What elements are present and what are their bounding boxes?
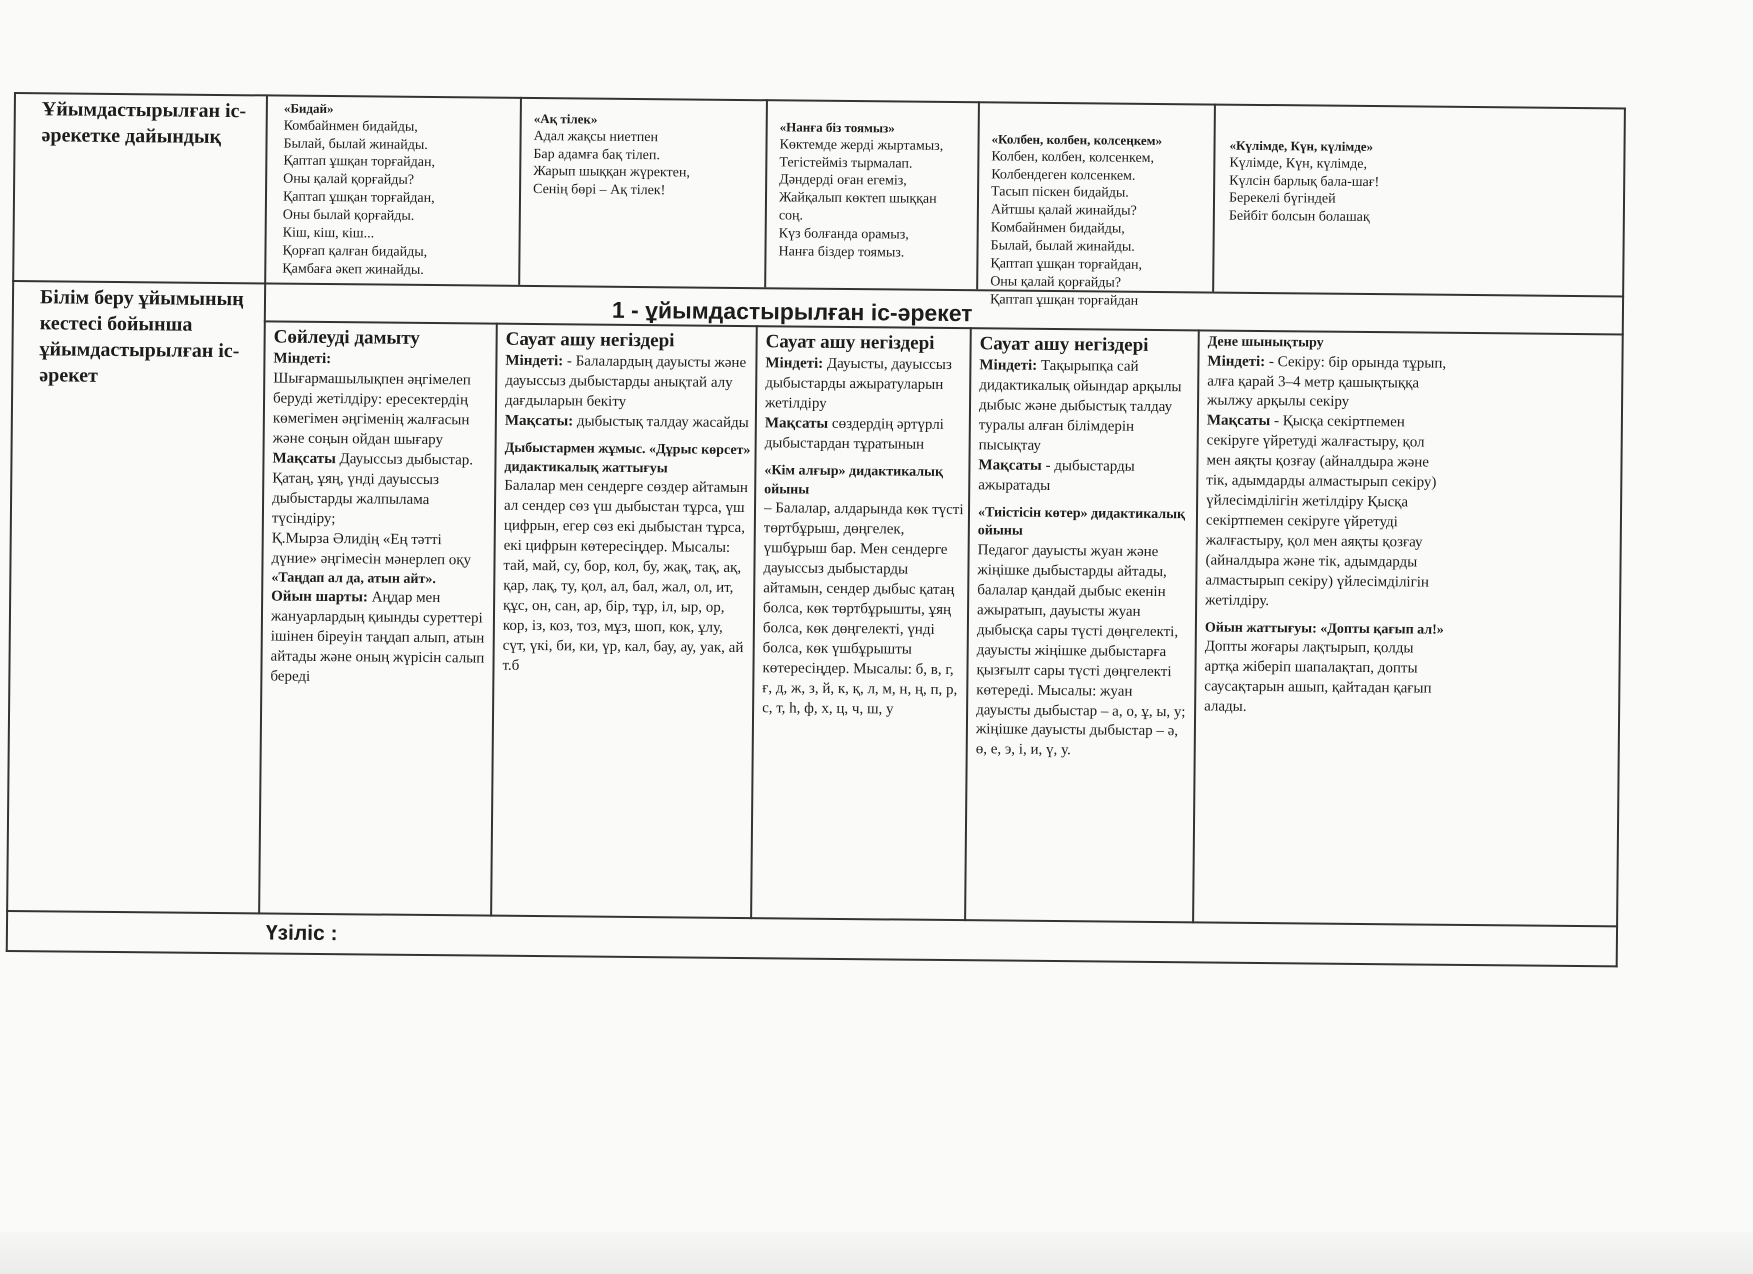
poem-line: Бейбіт болсын болашақ xyxy=(1228,209,1370,226)
poem-line: Оны былай қорғайды. xyxy=(282,207,415,225)
goal-label: Мақсаты xyxy=(978,457,1042,474)
poem-line: Кіш, кіш, кіш... xyxy=(282,225,375,242)
column-divider xyxy=(490,323,498,917)
poem-line: Жайқалып көктеп шыққан xyxy=(778,190,937,208)
task-label: Міндеті: xyxy=(765,355,824,373)
poem-line: Тасып піскен бидайды. xyxy=(991,184,1129,202)
poem-line: Бар адамға бақ тілеп. xyxy=(533,146,660,163)
poem-title: «Нанға біз тоямыз» xyxy=(779,119,895,136)
column-divider xyxy=(764,99,768,287)
goal-label: Мақсаты xyxy=(764,415,829,432)
poem-line: Сенің бөрі – Ақ тілек! xyxy=(533,182,666,199)
rule-text: Аңдар мен жануарлардың қиынды суреттері ішінен біреуін таңдап алып, атын айтады және оның жүрісін салып береді xyxy=(270,589,485,685)
goal-text: - Қысқа секіртпемен секіруге үйретуді жалғастыру, қол мен аяқты қозғау (айналдыра және тік, адымдарды алмастырып секіру) үйлесімділігін жетілдіру Қысқа секіртпемен секіруге үйретуді жалғастыру, қол мен аяқты қозғау (айналдыра және тік, адымдарды алмастырып секіру) үйлесімділігін жетілдіру. xyxy=(1205,413,1437,609)
poem-line: Адал жақсы ниетпен xyxy=(533,128,659,145)
poem-line: Дәндерді оған егеміз, xyxy=(779,172,907,190)
goal-text: дыбыстық талдау жасайды xyxy=(576,413,749,432)
poem-line: Қаптап ұшқан торғайдан, xyxy=(990,256,1143,273)
scan-edge xyxy=(0,1232,1753,1274)
task-text: Шығармашылықпен әңгімелеп беруді жетілдіру: ересектердің көмегімен әңгіменің жалғасын және соңын ойдан шығару xyxy=(272,370,471,449)
goal-label: Мақсаты xyxy=(272,450,336,468)
column-divider xyxy=(1192,329,1200,923)
poem-cell xyxy=(778,119,975,263)
poem-line: Оны қалай қорғайды? xyxy=(283,171,415,189)
game-body: – Балалар, алдарында көк түсті төртбұрыш, дөңгелек, үшбұрыш бар. Мен сендерге дауыссыз дыбыстарды айтамын, сендер дыбыс қатаң болса, көк төртбұрышты, ұяң болса, көк дөңгелекті, үнді болса, көк үшбұрышты көтересіңдер. Мысалы: б, в, г, ғ, д, ж, з, й, к, қ, л, м, н, ң, п, р, с, т, һ, ф, х, ц, ч, ш, у xyxy=(762,500,964,718)
poem-line: Қорғап қалған бидайды, xyxy=(282,243,428,260)
rule-label: Ойын шарты: xyxy=(271,588,369,606)
schedule-table xyxy=(5,92,1626,1077)
game-title: «Таңдап ал да, атын айт». xyxy=(271,570,436,587)
goal-text: Дауыссыз дыбыстар. Қатаң, ұяң, үнді дауыссыз дыбыстарды жалпылама түсіндіру; xyxy=(271,451,474,527)
poem-line: Оны қалай қорғайды? xyxy=(990,274,1122,291)
poem-cell xyxy=(1229,138,1420,228)
poem-line: Колбендеген колсенкем. xyxy=(991,166,1136,184)
table-border-left xyxy=(6,92,16,952)
game-title: Дыбыстармен жұмыс. «Дұрыс көрсет» дидактикалық жаттығуы xyxy=(504,440,751,476)
goal-label: Мақсаты: xyxy=(504,412,574,430)
poem-line: Комбайнмен бидайды, xyxy=(990,220,1125,237)
poem-line: Нанға біздер тоямыз. xyxy=(778,244,905,261)
game-body: Педагог дауысты жуан және жіңішке дыбыстарды айтады, балалар қандай дыбыс екенін ажыратып, дауысты жуан дыбысқа сары түсті дөңгелекті, дауысты жіңішке дыбыстарға қызғылт сары түсті дөңгелекті көтереді. Мысалы: жуан дауысты дыбыстар – а, о, ұ, ы, у; жіңішке дауысты дыбыстар – ә, ө, е, э, і, и, ү, у. xyxy=(975,542,1186,759)
column-divider xyxy=(1212,104,1216,292)
column-divider xyxy=(750,325,758,919)
activity-heading: Сауат ашу негіздері xyxy=(979,333,1149,356)
poem-line: Берекелі бүгіндей xyxy=(1228,191,1336,208)
row-label-preparation: Ұйымдастырылған іс-әрекетке дайындық xyxy=(41,98,247,148)
activity-heading: Сауат ашу негіздері xyxy=(765,331,935,354)
task-text: Дауысты, дауыссыз дыбыстарды ажыратуларын жетілдіру xyxy=(764,356,952,412)
poem-title: «Ақ тілек» xyxy=(533,110,598,127)
poem-line: Жарып шыққан жүректен, xyxy=(533,164,690,181)
break-label: Үзіліс : xyxy=(265,921,338,946)
column-divider xyxy=(258,94,268,914)
poem-line: Қаптап ұшқан торғайдан, xyxy=(283,154,436,171)
activity-cell xyxy=(1204,333,1618,721)
goal-label: Мақсаты xyxy=(1206,412,1271,430)
task-label: Міндеті: xyxy=(979,357,1038,375)
table-border-right xyxy=(1616,107,1626,967)
poem-line: Айтшы қалай жинайды? xyxy=(990,202,1137,220)
game-title: «Тиістісін көтер» дидактикалық ойыны xyxy=(977,505,1186,540)
poem-title: «Бидай» xyxy=(283,100,334,117)
poem-line: Қаптап ұшқан торғайдан, xyxy=(282,189,435,207)
row-label-organized-activity: Білім беру ұйымының кестесі бойынша ұйымдастырылған іс-әрекет xyxy=(39,286,244,387)
poem-line: Тегістейміз тырмалап. xyxy=(779,154,913,172)
task-text: - Секіру: бір орында тұрып, алға қарай 3–4 метр қашықтыққа жылжу арқылы секіру xyxy=(1207,353,1447,411)
game-title: «Кім алғыр» дидактикалық ойыны xyxy=(764,463,944,498)
activity-cell xyxy=(270,325,491,690)
activity-cell xyxy=(976,331,1194,762)
note-text: Қ.Мырза Әлидің «Ең тәтті дүние» әңгімесін мәнерлеп оқу xyxy=(271,530,472,569)
row-divider xyxy=(6,910,1618,927)
poem-line: Күлімде, Күн, күлімде, xyxy=(1229,155,1368,172)
game-body: Допты жоғары лақтырып, қолды артқа жіберіп шапалақтап, допты саусақтарын ашып, қайтадан қағып алады. xyxy=(1204,638,1432,716)
poem-line: Қаптап ұшқан торғайдан xyxy=(989,292,1139,309)
table-border-bottom xyxy=(6,950,1618,967)
poem-cell xyxy=(282,101,516,281)
activity-heading: Дене шынықтыру xyxy=(1207,334,1324,351)
activity-cell xyxy=(762,329,966,720)
poem-line: Күз болғанда орамыз, xyxy=(778,226,909,243)
poem-title: «Күлімде, Күн, күлімде» xyxy=(1229,137,1374,155)
task-label: Міндеті: xyxy=(1207,353,1266,370)
activity-heading: Сөйлеуді дамыту xyxy=(273,326,420,349)
activity-heading: Сауат ашу негіздері xyxy=(505,328,675,352)
goal-text: - дыбыстарды ажыратады xyxy=(978,457,1135,494)
game-body: Балалар мен сендерге сөздер айтамын ал сендер сөз үш дыбыстан тұрса, үш цифрын, егер сөз екі дыбыстан тұрса, екі цифрын көтересіңдер. Мысалы: тай, май, су, бор, кол, бу, жақ, тақ, ақ, қар, лақ, ту, қол, ал, бал, жал, ол, ит, құс, он, сан, ар, бір, тұр, іл, ыр, ор, кор, із, коз, тоз, мұз, шоп, кок, ұлу, сүт, үкі, би, ки, үр, кал, бау, ау, уак, ай т.б xyxy=(502,477,749,674)
goal-text: сөздердің әртүрлі дыбыстардан тұратынын xyxy=(764,415,944,453)
column-divider xyxy=(518,97,522,285)
poem-cell xyxy=(990,131,1212,311)
column-divider xyxy=(964,327,972,921)
poem-line: Көктемде жерді жыртамыз, xyxy=(779,136,944,154)
task-text: - Балалардың дауысты және дауыссыз дыбыстарды анықтай алу дағдыларын бекіту xyxy=(504,353,747,411)
task-label: Міндеті: xyxy=(505,352,564,370)
poem-line: Былай, былай жинайды. xyxy=(283,136,428,153)
poem-line: Колбен, колбен, колсенкем, xyxy=(991,149,1155,166)
poem-line: соң. xyxy=(778,208,804,224)
poem-line: Қамбаға әкеп жинайды. xyxy=(282,261,424,278)
column-divider xyxy=(976,101,980,289)
poem-line: Күлсін барлық бала-шағ! xyxy=(1229,173,1380,190)
activity-cell xyxy=(502,327,751,679)
task-label: Міндеті: xyxy=(273,350,332,368)
game-title: Ойын жаттығуы: «Допты қағып ал!» xyxy=(1204,620,1444,638)
poem-title: «Колбен, колбен, колсеңкем» xyxy=(991,131,1163,149)
activity-banner: 1 - ұйымдастырылған іс-әрекет xyxy=(611,296,973,327)
poem-cell xyxy=(533,111,762,201)
poem-line: Комбайнмен бидайды, xyxy=(283,118,418,135)
poem-line: Былай, былай жинайды. xyxy=(990,238,1135,255)
task-text: Тақырыпқа сай дидактикалық ойындар арқылы дыбыс және дыбыстық талдау туралы алған білімдерін пысықтау xyxy=(978,358,1182,454)
